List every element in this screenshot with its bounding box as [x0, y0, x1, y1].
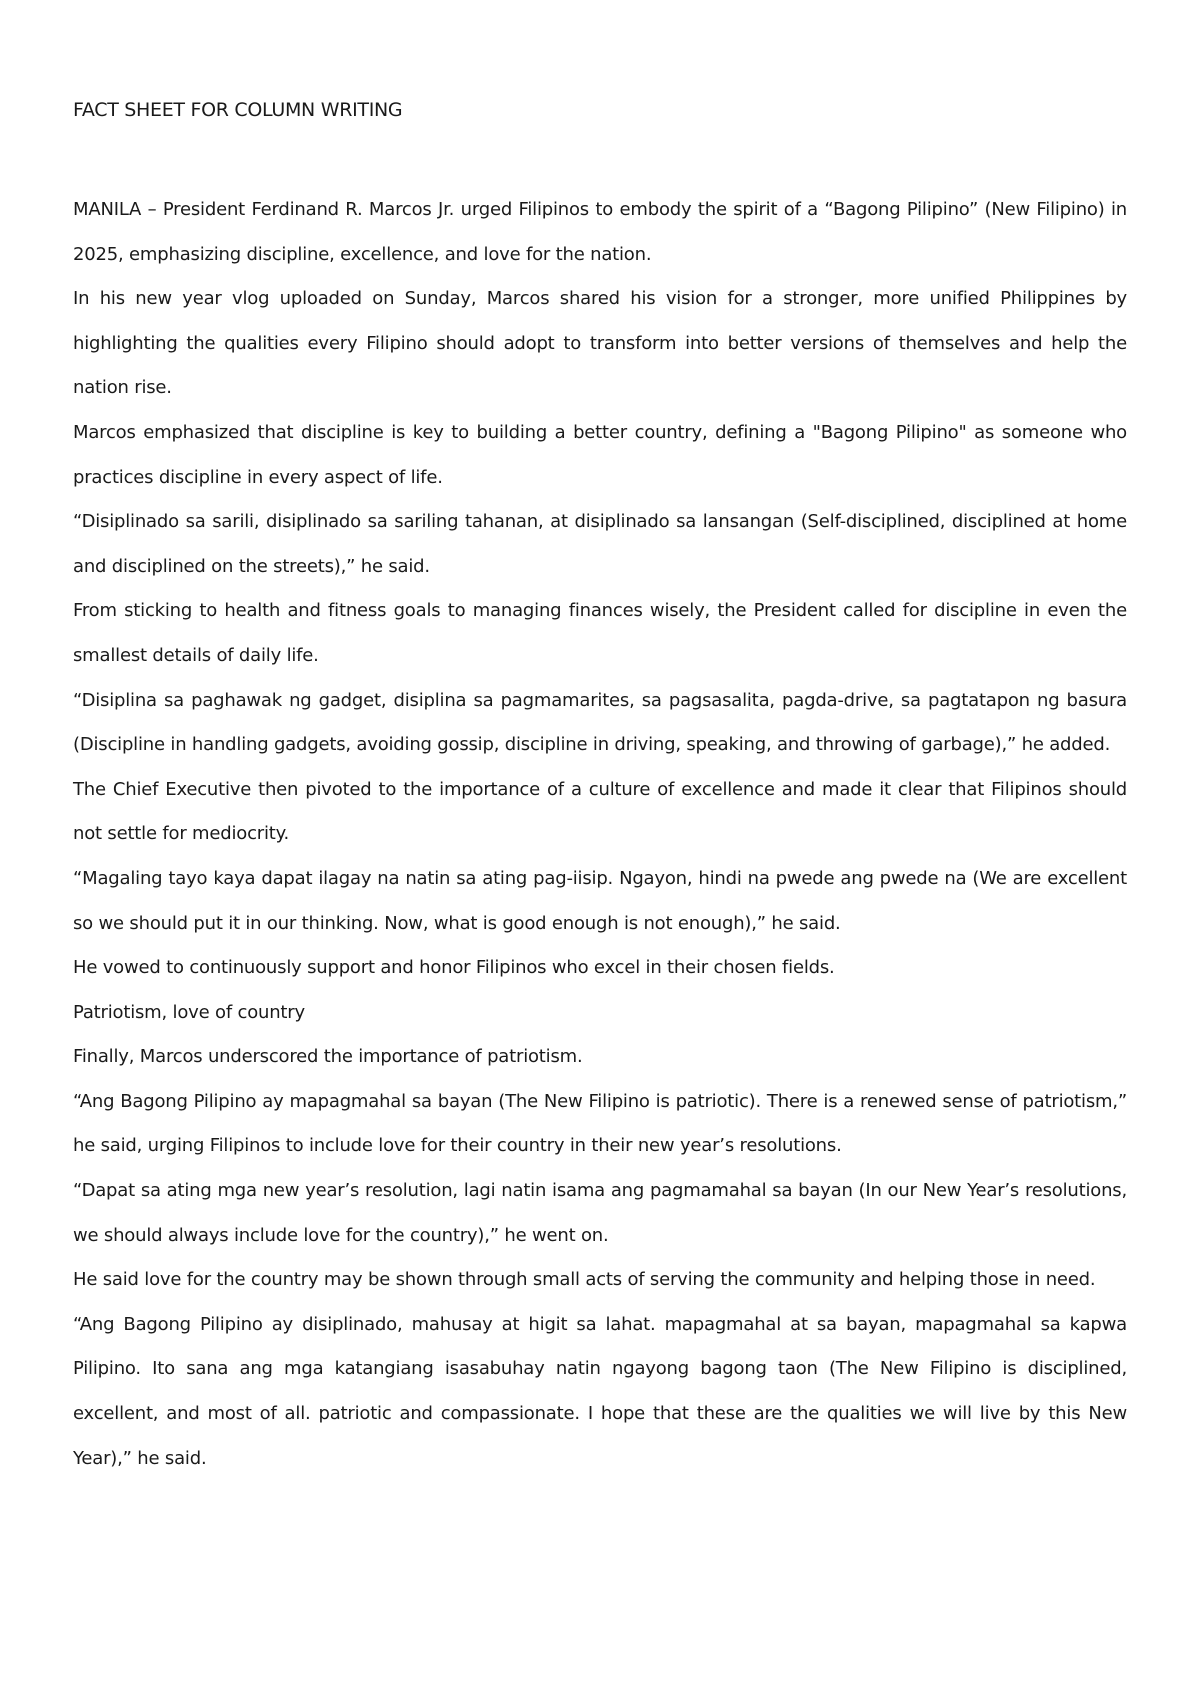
paragraph-quote-magaling: “Magaling tayo kaya dapat ilagay na natin sa ating pag-iisip. Ngayon, hindi na pwede ang pwede na (We are excellent so we should put it in our thinking. Now, what is good enough is not enough),” he said.	[73, 867, 1127, 934]
section-heading-patriotism: Patriotism, love of country	[73, 1001, 305, 1023]
paragraph-daily-life: From sticking to health and fitness goals to managing finances wisely, the President called for discipline in even the smallest details of daily life.	[73, 600, 1127, 666]
paragraph-quote-resolution: “Dapat sa ating mga new year’s resolution, lagi natin isama ang pagmamahal sa bayan (In our New Year’s resolutions, we should always include love for the country),” he went on.	[73, 1180, 1127, 1246]
paragraph-excellence: The Chief Executive then pivoted to the importance of a culture of excellence and made it clear that Filipinos should not settle for mediocrity.	[73, 778, 1127, 845]
paragraph-quote-disiplinado: “Disiplinado sa sarili, disiplinado sa sariling tahanan, at disiplinado sa lansangan (Self-disciplined, disciplined at home and disciplined on the streets),” he said.	[73, 511, 1127, 577]
document-title: FACT SHEET FOR COLUMN WRITING	[73, 99, 403, 121]
paragraph-small-acts: He said love for the country may be shown through small acts of serving the community and helping those in need.	[73, 1269, 1096, 1291]
paragraph-quote-mapagmahal: “Ang Bagong Pilipino ay mapagmahal sa bayan (The New Filipino is patriotic). There is a renewed sense of patriotism,” he said, urging Filipinos to include love for their country in their new year’s resolutions.	[73, 1090, 1127, 1157]
paragraph-patriotism-intro: Finally, Marcos underscored the importance of patriotism.	[73, 1046, 583, 1068]
paragraph-vlog-vision: In his new year vlog uploaded on Sunday, Marcos shared his vision for a stronger, more unified Philippines by highlighting the qualities every Filipino should adopt to transform into better versions of themselves and help the nation rise.	[73, 288, 1127, 399]
paragraph-discipline-key: Marcos emphasized that discipline is key to building a better country, defining a "Bagong Pilipino" as someone who practices discipline in every aspect of life.	[73, 421, 1127, 488]
document-body	[73, 188, 1127, 1481]
paragraph-support-honor: He vowed to continuously support and honor Filipinos who excel in their chosen fields.	[73, 957, 835, 979]
paragraph-quote-disiplina: “Disiplina sa paghawak ng gadget, disiplina sa pagmamarites, sa pagsasalita, pagda-drive, sa pagtatapon ng basura (Discipline in handling gadgets, avoiding gossip, discipline in driving, speaking, and throwing of garbage),” he added.	[73, 689, 1127, 756]
paragraph-quote-closing: “Ang Bagong Pilipino ay disiplinado, mahusay at higit sa lahat. mapagmahal at sa bayan, mapagmahal sa kapwa Pilipino. Ito sana ang mga katangiang isasabuhay natin ngayong bagong taon (The New Filipino is disciplined, excellent, and most of all. patriotic and compassionate. I hope that these are the qualities we will live by this New Year),” he said.	[73, 1313, 1127, 1469]
paragraph-lead: MANILA – President Ferdinand R. Marcos Jr. urged Filipinos to embody the spirit of a “Bagong Pilipino” (New Filipino) in 2025, emphasizing discipline, excellence, and love for the nation.	[73, 199, 1127, 265]
